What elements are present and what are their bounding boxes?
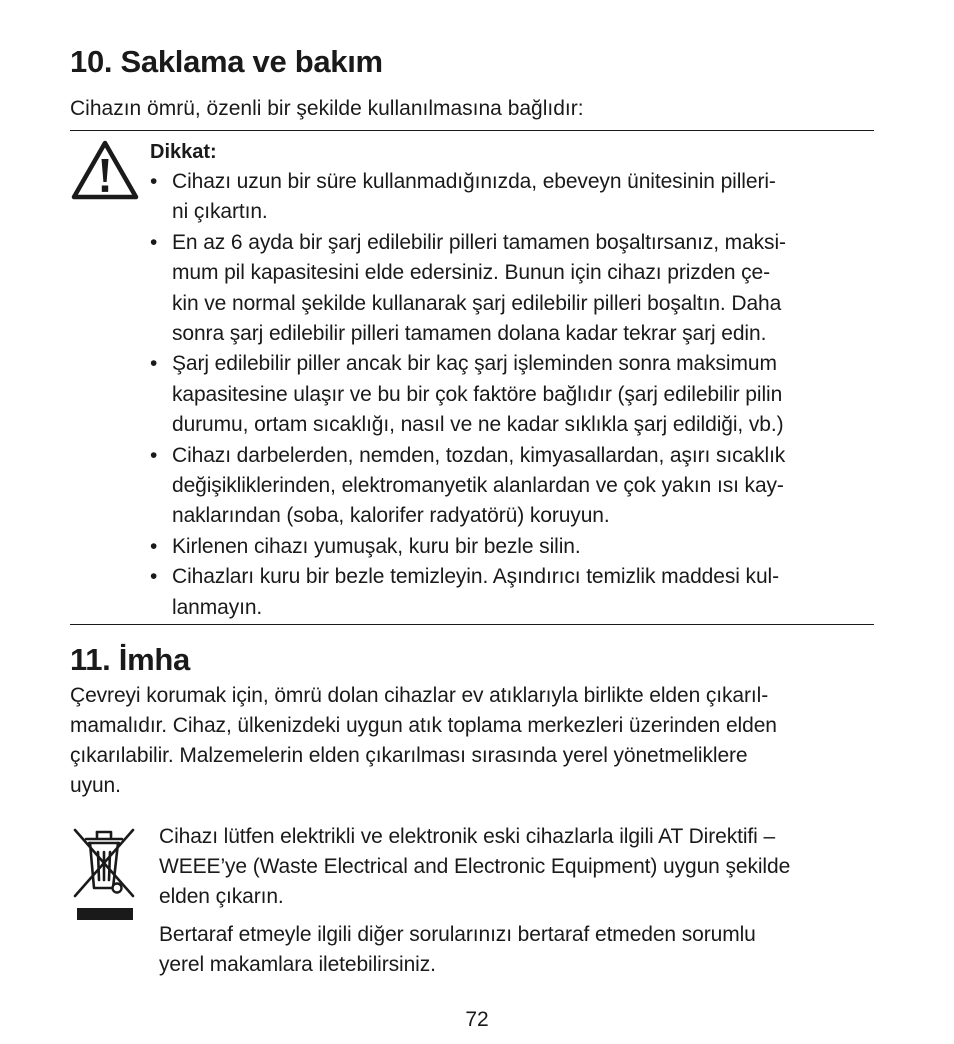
caution-title: Dikkat: — [150, 141, 217, 163]
disposal-paragraph: Çevreyi korumak için, ömrü dolan cihazlar ev atıklarıyla birlikte elden çıkarıl- mamalıdır. Cihaz, ülkenizdeki uygun atık toplama merkezleri üzerinden elden çıkarılabilir. Malzemelerin elden çıkarılması sırasında yerel yönetmeliklere uyun. — [70, 684, 777, 797]
caution-item-cleaning: • Cihazları kuru bir bezle temizleyin. Aşındırıcı temizlik maddesi kul- lanmayın. — [150, 562, 874, 623]
caution-item-protection: • Cihazı darbelerden, nemden, tozdan, kimyasallardan, aşırı sıcaklık değişikliklerinden, elektromanyetik alanlardan ve çok yakın ısı kay- naklarından (soba, kalorifer radyatörü) koruyun. — [150, 441, 874, 532]
section-10-heading: 10. Saklama ve bakım — [70, 44, 383, 79]
caution-top-rule — [70, 130, 874, 131]
caution-list — [150, 167, 874, 623]
caution-item-battery-removal: • Cihazı uzun bir süre kullanmadığınızda, ebeveyn ünitesinin pilleri- ni çıkartın. — [150, 167, 874, 228]
weee-contact-paragraph: Bertaraf etmeyle ilgili diğer sorularınızı bertaraf etmeden sorumlu yerel makamlara iletebilirsiniz. — [159, 923, 756, 976]
caution-item-full-discharge: • En az 6 ayda bir şarj edilebilir pilleri tamamen boşaltırsanız, maksi- mum pil kapasitesini elde edersiniz. Bunun için cihazı prizden çe- kin ve normal şekilde kullanarak şarj edilebilir pilleri boşaltın. Daha sonra şarj edilebilir pilleri tamamen dolana kadar tekrar şarj edin. — [150, 228, 874, 350]
caution-bottom-rule — [70, 624, 874, 625]
section-10-intro: Cihazın ömrü, özenli bir şekilde kullanılmasına bağlıdır: — [70, 97, 584, 120]
caution-item-wipe: • Kirlenen cihazı yumuşak, kuru bir bezle silin. — [150, 532, 874, 562]
weee-text-block — [159, 822, 875, 980]
crossed-out-wheelie-bin-icon — [72, 826, 136, 922]
page-number: 72 — [465, 1008, 489, 1031]
section-11-heading: 11. İmha — [70, 642, 190, 677]
warning-triangle-icon — [71, 139, 139, 201]
weee-directive-paragraph: Cihazı lütfen elektrikli ve elektronik eski cihazlarla ilgili AT Direktifi – WEEE’ye (Waste Electrical and Electronic Equipment) uygun şekilde elden çıkarın. — [159, 825, 791, 908]
caution-item-max-capacity: • Şarj edilebilir piller ancak bir kaç şarj işleminden sonra maksimum kapasitesine ulaşır ve bu bir çok faktöre bağlıdır (şarj edilebilir pilin durumu, ortam sıcaklığı, nasıl ve ne kadar sıklıkla şarj edildiği, vb.) — [150, 349, 874, 440]
caution-block — [150, 138, 874, 623]
